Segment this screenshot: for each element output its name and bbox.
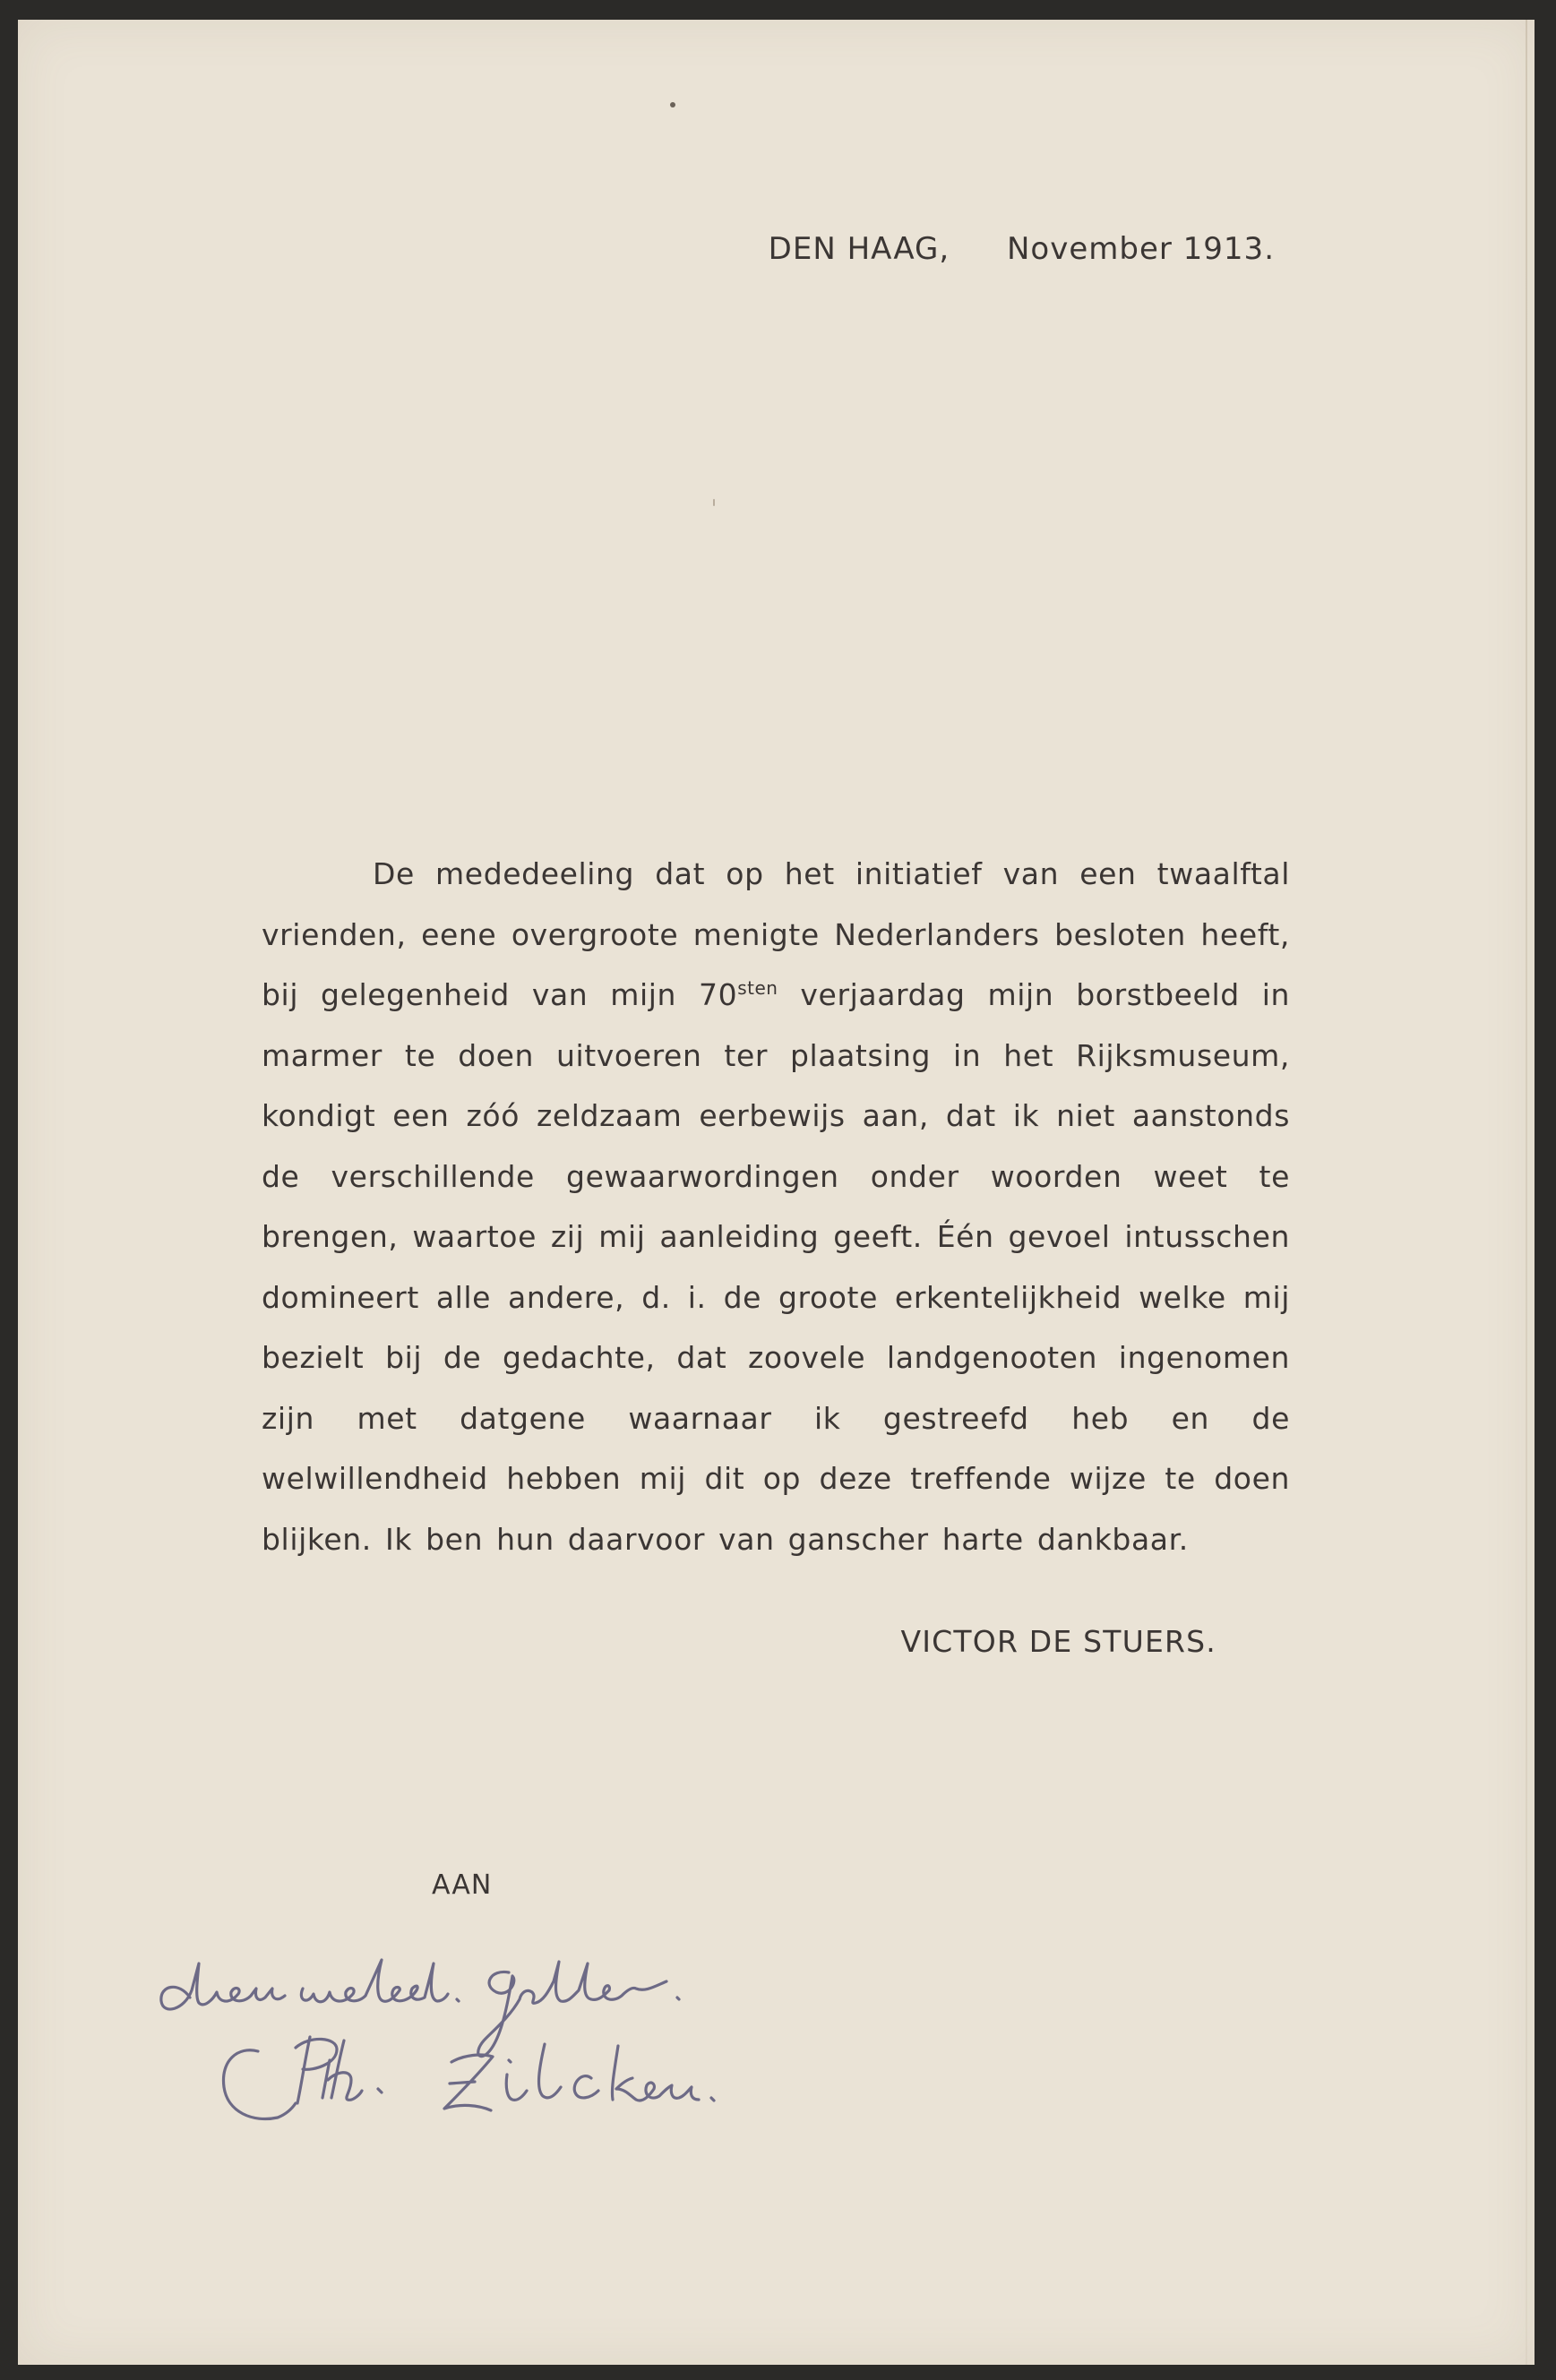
date: November 1913. bbox=[1006, 231, 1275, 267]
letter-body bbox=[262, 844, 1290, 1569]
paper-speck bbox=[670, 102, 675, 107]
letter-page bbox=[18, 20, 1535, 2365]
dateline bbox=[769, 231, 1275, 267]
signature-name: VICTOR DE STUERS. bbox=[900, 1624, 1216, 1659]
body-text-part2: verjaardag mijn borstbeeld in marmer te doen uitvoeren ter plaatsing in het Rijksmuseum, kondigt een zóó zeldzaam eerbewijs aan, dat ik niet aanstonds de verschillende gewaarwordingen onder woorden weet te brengen, waartoe zij mij aanleiding geeft. Één gevoel intusschen domineert alle andere, d. i. de groote erkentelijkheid welke mij bezielt bij de gedachte, dat zoovele landgenooten ingenomen zijn met datgene waarnaar ik gestreefd heb en de welwillendheid hebben mij dit op deze treffende wijze te doen blijken. Ik ben hun daarvoor van ganscher harte dankbaar. bbox=[262, 977, 1290, 1557]
city: DEN HAAG, bbox=[768, 231, 950, 267]
paper-speck bbox=[713, 499, 715, 506]
ordinal-suffix: sten bbox=[737, 977, 778, 999]
paper-fold bbox=[1526, 20, 1527, 2365]
handwritten-recipient bbox=[152, 1946, 869, 2143]
recipient-label: AAN bbox=[432, 1869, 493, 1901]
body-text-part1: De mededeeling dat op het initiatief van een twaalftal vrienden, eene overgroote menigte Nederlanders besloten heeft, bij gelegenheid van mijn 70 bbox=[262, 856, 1290, 1012]
handwritten-recipient-drawing bbox=[152, 1946, 869, 2143]
body-paragraph bbox=[262, 844, 1290, 1569]
